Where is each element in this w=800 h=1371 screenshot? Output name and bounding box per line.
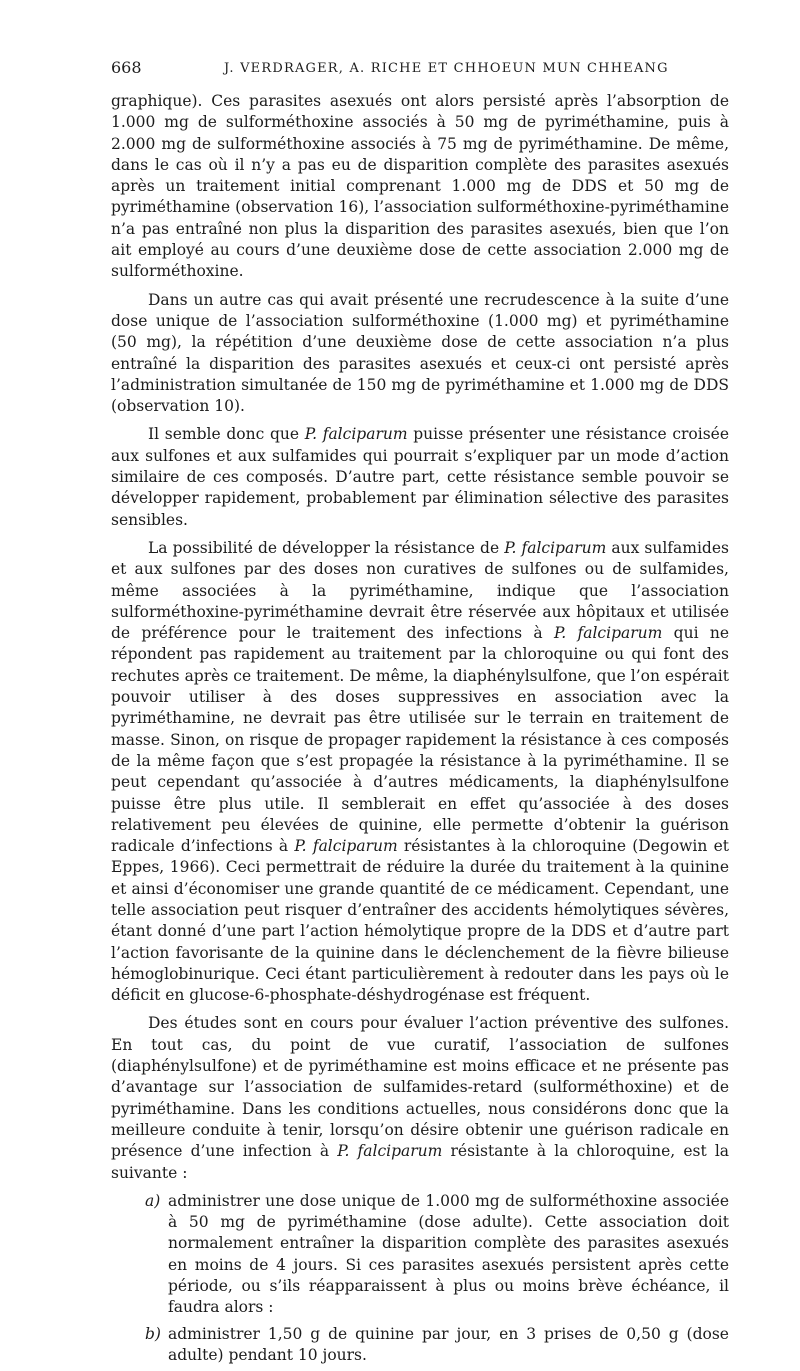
body-text (111, 91, 729, 1371)
paragraph: graphique). Ces parasites asexués ont alors persisté après l’absorption de 1.000 mg de sulforméthoxine associés à 50 mg de pyriméthamine, puis à 2.000 mg de sulforméthoxine associés à 75 mg de pyriméthamine. De même, dans le cas où il n’y a pas eu de disparition complète des parasites asexués après un traitement initial comprenant 1.000 mg de DDS et 50 mg de pyriméthamine (observation 16), l’association sulforméthoxine-pyriméthamine n’a pas entraîné non plus la disparition des parasites asexués, bien que l’on ait employé au cours d’une deuxième dose de cette association 2.000 mg de sulforméthoxine. (111, 92, 729, 281)
page-header (111, 58, 731, 82)
paragraph: Dans un autre cas qui avait présenté une recrudescence à la suite d’une dose unique de l’association sulforméthoxine (1.000 mg) et pyriméthamine (50 mg), la répétition d’une deuxième dose de cette association n’a plus entraîné la disparition des parasites asexués et ceux-ci ont persisté après l’administration simultanée de 150 mg de pyriméthamine et 1.000 mg de DDS (observation 10). (111, 290, 729, 416)
list-item (111, 1324, 729, 1367)
text-run: qui ne répondent pas rapidement au traitement par la chloroquine ou qui font des rechutes après ce traitement. De même, la diaphénylsulfone, que l’on espérait pouvoir utiliser à des doses suppressives en association avec la pyriméthamine, ne devrait pas être utilisée sur le terrain en traitement de masse. Sinon, on risque de propager rapidement la résistance à ces composés de la même façon que s’est propagée la résistance à la pyriméthamine. Il se peut cependant qu’associée à d’autres médicaments, la diaphénylsulfone puisse être plus utile. Il semblerait en effet qu’associée à des doses relativement peu élevées de quinine, elle permette d’obtenir la guérison radicale d’infections à (111, 624, 730, 856)
paragraph (111, 1013, 729, 1183)
text-run: La possibilité de développer la résistance de (148, 538, 505, 557)
species-name: P. falciparum (504, 538, 607, 557)
species-name: P. falciparum (337, 1142, 443, 1161)
list-item-text: administrer 1,50 g de quinine par jour, en 3 prises de 0,50 g (dose adulte) pendant 10 jours. (168, 1324, 729, 1364)
text-run: Il semble donc que (148, 425, 305, 444)
list-item (111, 1191, 729, 1319)
text-run: puisse présenter une résistance croisée aux sulfones et aux sulfamides qui pourrait s’expliquer par un mode d’action similaire de ces composés. D’autre part, cette résistance semble pouvoir se développer rapidement, probablement par élimination sélective des parasites sensibles. (111, 425, 729, 529)
text-run: Des études sont en cours pour évaluer l’action préventive des sulfones. En tout cas, du point de vue curatif, l’association de sulfones (diaphénylsulfone) et de pyriméthamine est moins efficace et ne présente pas d’avantage sur l’association de sulfamides-retard (sulforméthoxine) et de pyriméthamine. Dans les conditions actuelles, nous considérons donc que la meilleure conduite à tenir, lorsqu’on désire obtenir une guérison radicale en présence d’une infection à (111, 1014, 729, 1161)
page-number: 668 (111, 58, 142, 77)
running-head: J. VERDRAGER, A. RICHE ET CHHOEUN MUN CHHEANG (224, 61, 669, 76)
text-run: résistantes à la chloroquine (Degowin et Eppes, 1966). Ceci permettrait de réduire la durée du traitement à la quinine et ainsi d’économiser une grande quantité de ce médicament. Cependant, une telle association peut risquer d’entraîner des accidents hémolytiques sévères, étant donné d’une part l’action hémolytique propre de la DDS et d’autre part l’action favorisante de la quinine dans le déclenchement de la fièvre bilieuse hémoglobinurique. Ceci étant particulièrement à redouter dans les pays où le déficit en glucose-6-phosphate-déshydrogénase est fréquent. (111, 837, 729, 1005)
paragraph (111, 538, 729, 1007)
species-name: P. falciparum (304, 425, 408, 444)
species-name: P. falciparum (294, 837, 398, 856)
paragraph (111, 424, 729, 530)
text-run: aux sulfamides et aux sulfones par des doses non curatives de sulfones ou de sulfamides, même associées à la pyriméthamine, indique que l’association sulforméthoxine-pyriméthamine devrait être réservée aux hôpitaux et utilisée de préférence pour le traitement des infections à (111, 538, 729, 643)
list-marker: a) (145, 1191, 161, 1210)
species-name: P. falciparum (553, 624, 663, 643)
text-run: résistante à la chloroquine, est la suivante : (111, 1142, 730, 1182)
list-item-text: administrer une dose unique de 1.000 mg de sulforméthoxine associée à 50 mg de pyriméthamine (dose adulte). Cette association doit normalement entraîner la disparition complète des parasites asexués en moins de 4 jours. Si ces parasites asexués persistent après cette période, ou s’ils réapparaissent à plus ou moins brève échéance, il faudra alors : (168, 1191, 729, 1317)
list-marker: b) (145, 1324, 161, 1343)
